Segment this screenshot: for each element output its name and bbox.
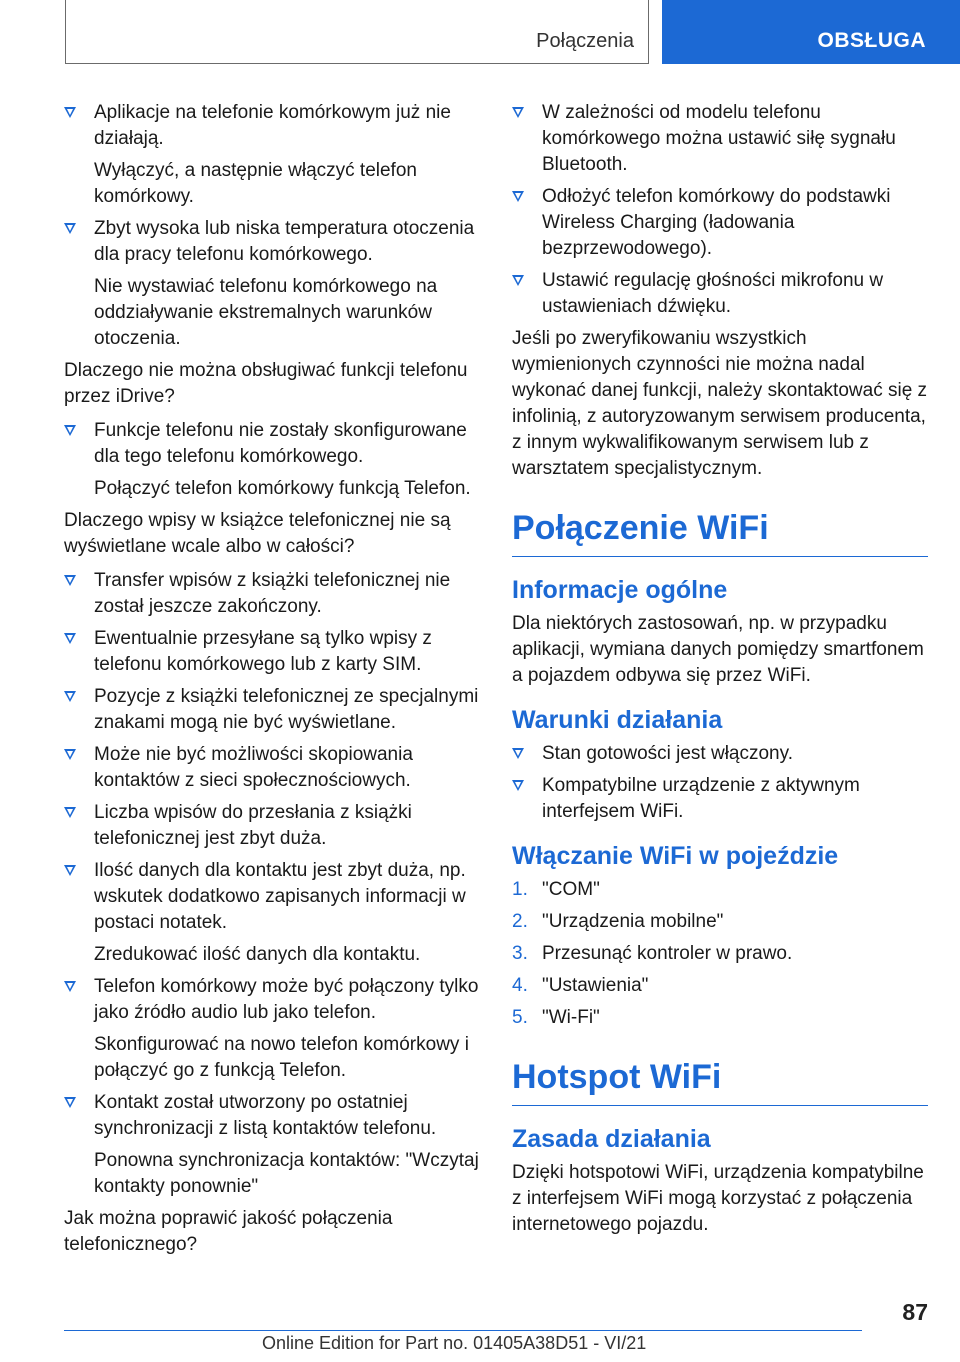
bullet-triangle-icon (64, 223, 76, 234)
step-item: 1. "COM" (512, 879, 600, 900)
bullet-triangle-icon (512, 748, 524, 759)
list-item: Liczba wpisów do przesłania z książki telefonicznej jest zbyt duża. (64, 800, 479, 852)
bullet-triangle-icon (64, 1097, 76, 1108)
list-item: Stan gotowości jest włączony. (512, 741, 928, 767)
remedy-text: Wyłączyć, a następnie włączyć telefon komórkowy. (94, 160, 417, 207)
right-column (512, 100, 928, 1246)
list-item: Ewentualnie przesyłane są tylko wpisy z telefonu komórkowego lub z karty SIM. (64, 626, 479, 678)
bullet-triangle-icon (64, 575, 76, 586)
section-heading-hotspot: Hotspot WiFi (512, 1057, 928, 1106)
list-item: Zbyt wysoka lub niska temperatura otoczenia dla pracy telefonu komórkowego. (64, 216, 479, 268)
list-item: Pozycje z książki telefonicznej ze specjalnymi znakami mogą nie być wyświetlane. (64, 684, 479, 736)
list-item: Funkcje telefonu nie zostały skonfigurowane dla tego telefonu komórkowego. (64, 418, 479, 470)
bullet-triangle-icon (64, 749, 76, 760)
step-item: 3. Przesunąć kontroler w prawo. (512, 943, 793, 964)
bullet-triangle-icon (64, 981, 76, 992)
remedy-text: Połączyć telefon komórkowy funkcją Telefon. (94, 478, 471, 499)
list-item: Telefon komórkowy może być połączony tylko jako źródło audio lub jako telefon. (64, 974, 479, 1026)
left-column (64, 100, 479, 1266)
section-heading-wifi: Połączenie WiFi (512, 508, 928, 557)
subheading-general-info: Informacje ogólne (512, 576, 728, 604)
subheading-principle: Zasada działania (512, 1125, 711, 1153)
bullet-triangle-icon (64, 425, 76, 436)
list-item: Aplikacje na telefonie komórkowym już nie działają. (64, 100, 479, 152)
list-item: W zależności od modelu telefonu komórkowego można ustawić siłę sygnału Bluetooth. (512, 100, 928, 178)
remedy-text: Skonfigurować na nowo telefon komórkowy i połączyć go z funkcją Telefon. (94, 1034, 469, 1081)
bullet-triangle-icon (512, 107, 524, 118)
list-item: Kompatybilne urządzenie z aktywnym interfejsem WiFi. (512, 773, 928, 825)
subheading-conditions: Warunki działania (512, 706, 723, 734)
chapter-tab: OBSŁUGA (662, 0, 960, 64)
remedy-text: Nie wystawiać telefonu komórkowego na oddziaływanie ekstremalnych warunków otoczenia. (94, 276, 438, 349)
body-paragraph: Dla niektórych zastosowań, np. w przypadku aplikacji, wymiana danych pomiędzy smartfonem a pojazdem odbywa się przez WiFi. (512, 613, 924, 686)
subheading-enable-wifi: Włączanie WiFi w pojeździe (512, 842, 839, 870)
list-item: Może nie być możliwości skopiowania kontaktów z sieci społecznościowych. (64, 742, 479, 794)
bullet-triangle-icon (64, 807, 76, 818)
step-item: 2. "Urządzenia mobilne" (512, 911, 724, 932)
bullet-triangle-icon (512, 275, 524, 286)
body-paragraph: Dzięki hotspotowi WiFi, urządzenia kompatybilne z interfejsem WiFi mogą korzystać z połączenia internetowego pojazdu. (512, 1162, 924, 1235)
question-text: Dlaczego wpisy w książce telefonicznej nie są wyświetlane wcale albo w całości? (64, 510, 451, 557)
page-number: 87 (902, 1299, 928, 1325)
section-title: Połączenia (536, 30, 634, 52)
question-text: Jak można poprawić jakość połączenia telefonicznego? (64, 1208, 393, 1255)
bullet-triangle-icon (64, 633, 76, 644)
list-item: Odłożyć telefon komórkowy do podstawki Wireless Charging (ładowania bezprzewodowego). (512, 184, 928, 262)
list-item: Ilość danych dla kontaktu jest zbyt duża, np. wskutek dodatkowo zapisanych informacji w postaci notatek. (64, 858, 479, 936)
list-item: Transfer wpisów z książki telefonicznej nie został jeszcze zakończony. (64, 568, 479, 620)
bullet-triangle-icon (64, 865, 76, 876)
remedy-text: Zredukować ilość danych dla kontaktu. (94, 944, 421, 965)
bullet-triangle-icon (64, 107, 76, 118)
step-item: 4. "Ustawienia" (512, 975, 649, 996)
list-item: Kontakt został utworzony po ostatniej synchronizacji z listą kontaktów telefonu. (64, 1090, 479, 1142)
edition-footer: Online Edition for Part no. 01405A38D51 - VI/21 (262, 1333, 647, 1353)
body-paragraph: Jeśli po zweryfikowaniu wszystkich wymienionych czynności nie można nadal wykonać danej funkcji, należy skontaktować się z infolinią, z autoryzowanym serwisem producenta, z innym wykwalifikowanym serwisem lub z warsztatem specjalistycznym. (512, 328, 928, 479)
bullet-triangle-icon (512, 780, 524, 791)
step-item: 5. "Wi-Fi" (512, 1007, 600, 1028)
remedy-text: Ponowna synchronizacja kontaktów: "Wczytaj kontakty ponownie" (94, 1150, 479, 1197)
bullet-triangle-icon (512, 191, 524, 202)
footer-divider (64, 1330, 862, 1331)
bullet-triangle-icon (64, 691, 76, 702)
question-text: Dlaczego nie można obsługiwać funkcji telefonu przez iDrive? (64, 360, 468, 407)
list-item: Ustawić regulację głośności mikrofonu w ustawieniach dźwięku. (512, 268, 928, 320)
